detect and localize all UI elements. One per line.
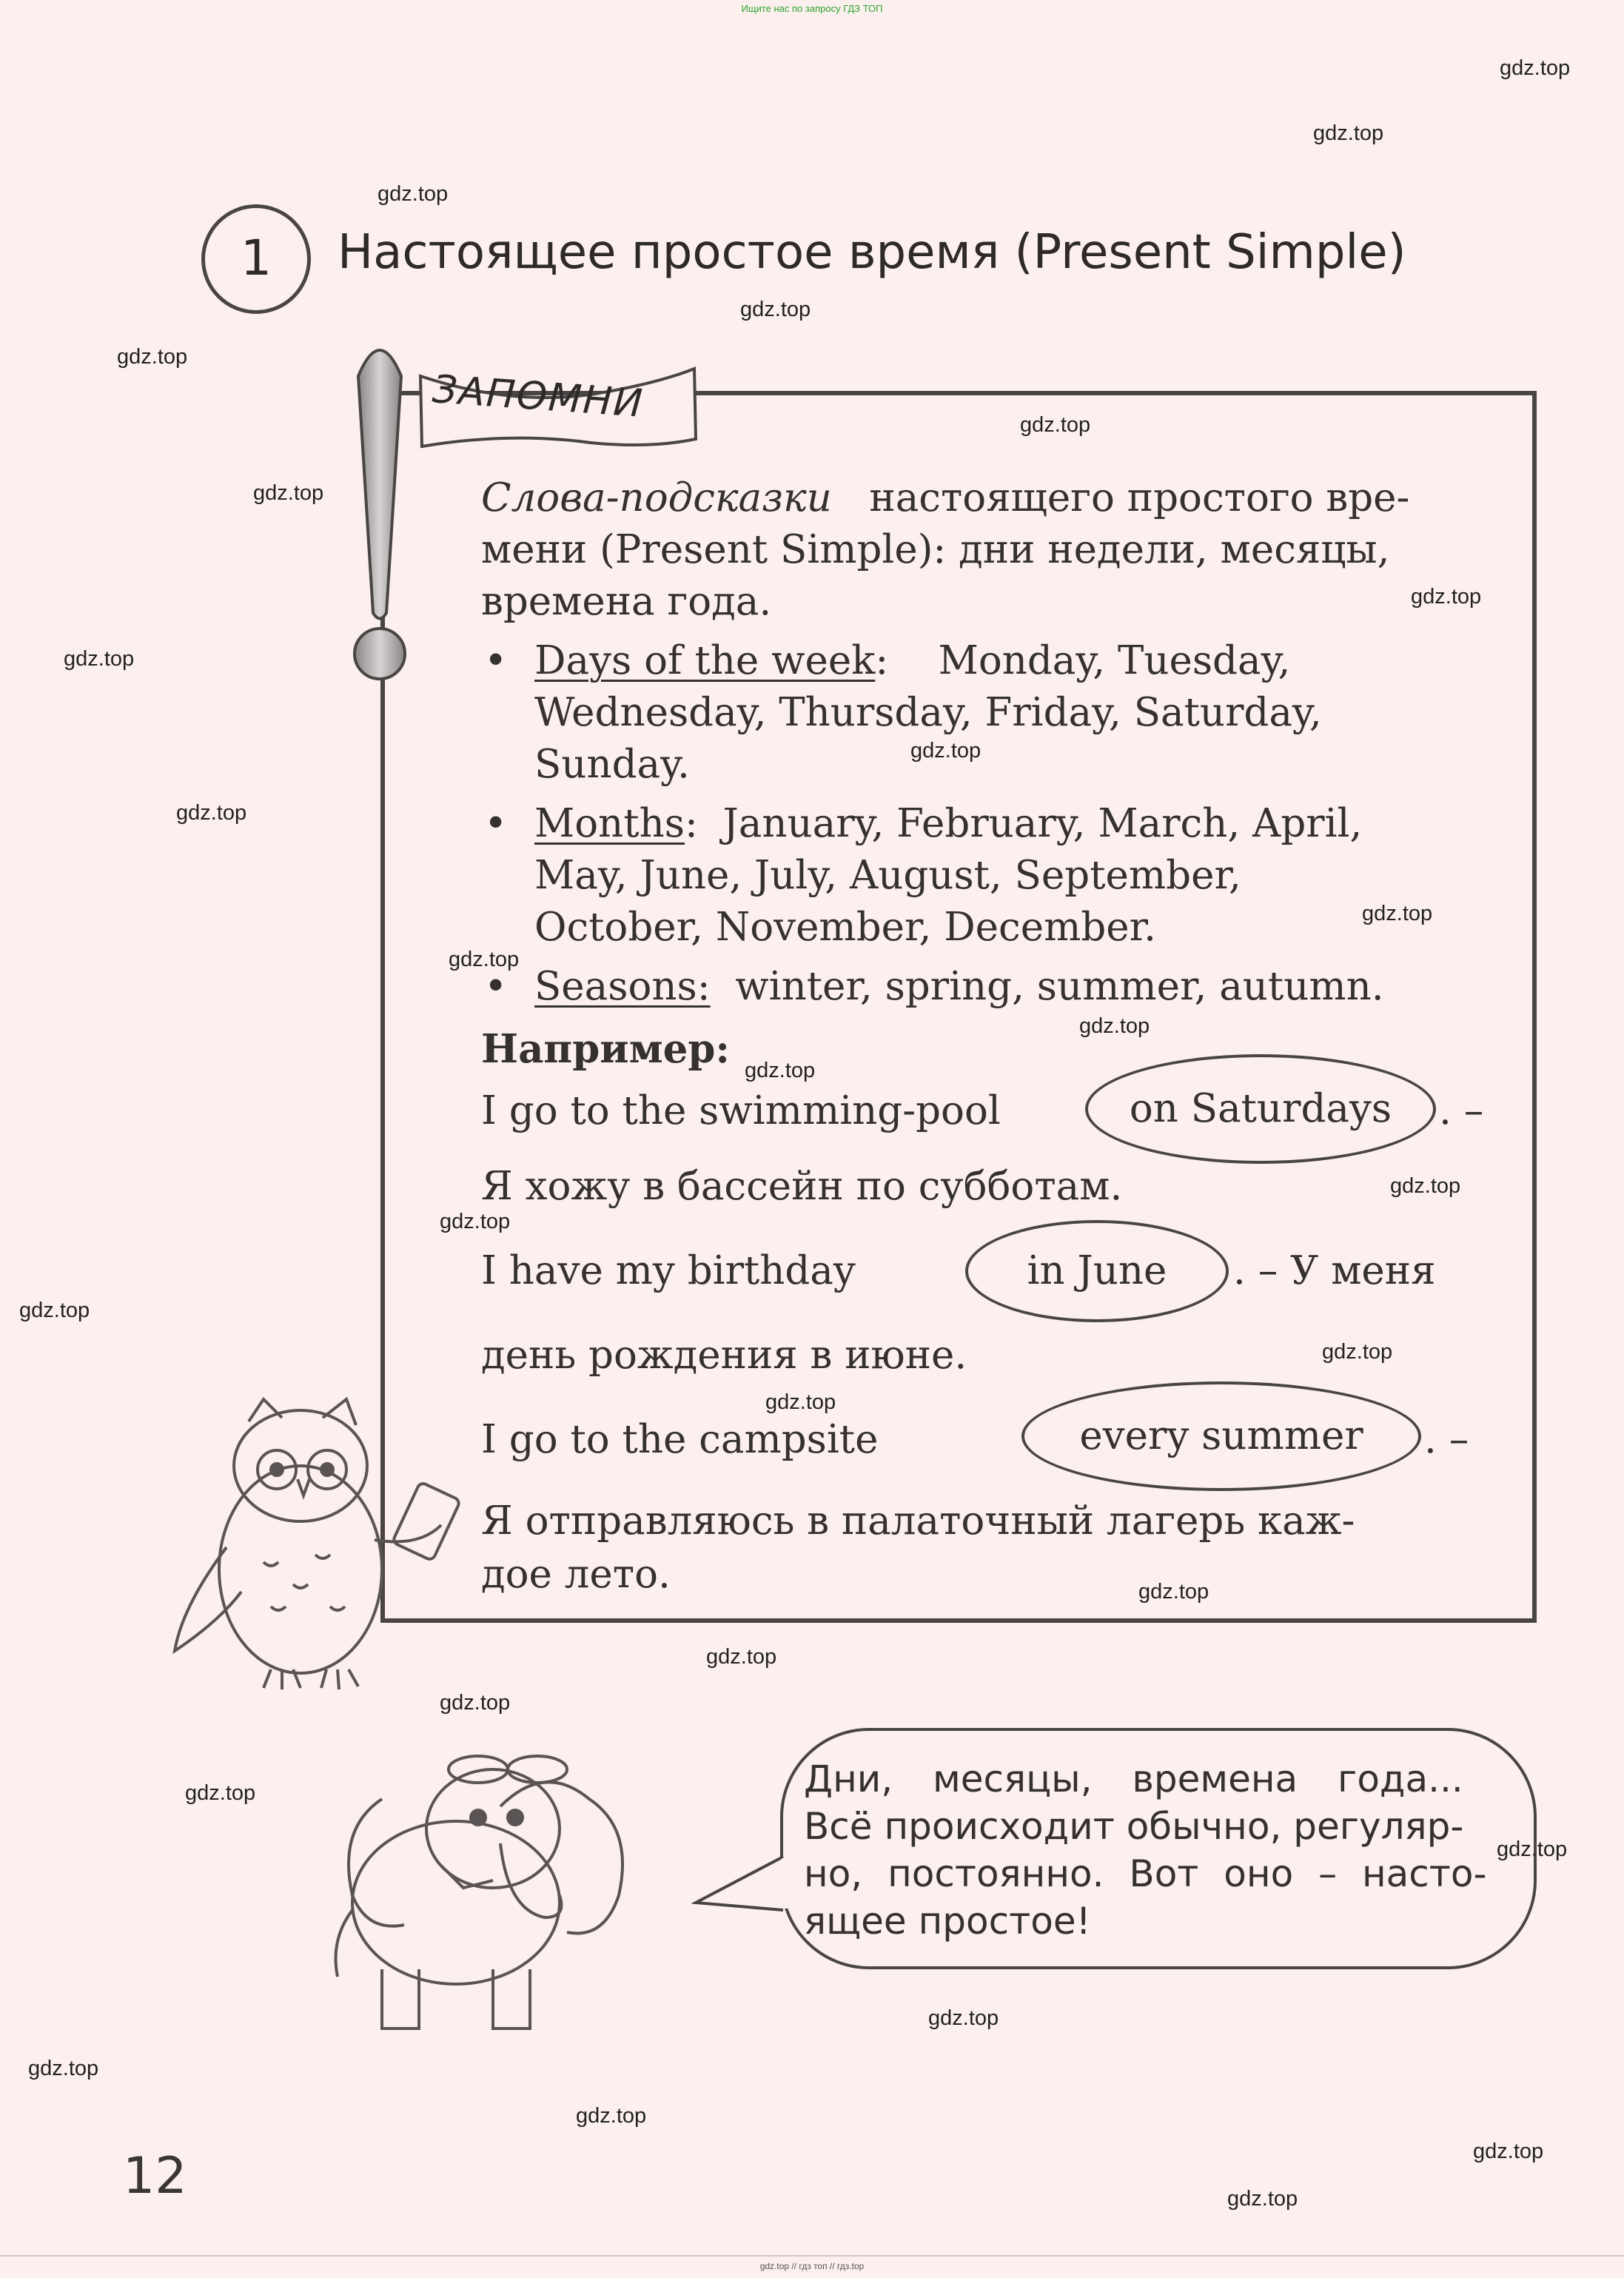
bullet-days-label: Days of the week (534, 638, 876, 683)
watermark: gdz.top (1411, 585, 1482, 609)
bottom-note[interactable]: gdz.top // гдз топ // гдз.top (759, 2261, 865, 2271)
bullet-seasons-line-1: winter, spring, summer, autumn. (735, 964, 1384, 1009)
example-3-translation-1: Я отправляюсь в палаточный лагерь каж- (481, 1498, 1355, 1544)
rule-line-1 (481, 475, 1409, 520)
watermark: gdz.top (185, 1781, 256, 1805)
example-1-highlight: on Saturdays (1085, 1054, 1436, 1164)
bullet-days-line-1: Monday, Tuesday, (938, 638, 1291, 683)
bubble-line-4: ящее простое! (804, 1900, 1091, 1943)
example-heading: Например: (481, 1026, 730, 1072)
watermark: gdz.top (1079, 1014, 1150, 1038)
watermark: gdz.top (449, 948, 520, 971)
bullet-months-sep: : (684, 801, 698, 846)
example-1-translation: Я хожу в бассейн по субботам. (481, 1164, 1123, 1209)
example-2-highlight: in June (965, 1220, 1229, 1322)
watermark: gdz.top (176, 801, 247, 825)
watermark: gdz.top (928, 2006, 999, 2030)
bullet-months-label: Months (534, 801, 685, 846)
example-3-translation-2: дое лето. (481, 1552, 671, 1597)
example-3-highlight: every summer (1021, 1381, 1421, 1491)
watermark: gdz.top (1020, 413, 1091, 437)
rule-line-3: времена года. (481, 579, 772, 624)
page-title: Настоящее простое время (Present Simple) (338, 225, 1406, 280)
watermark: gdz.top (740, 298, 811, 321)
example-3-after: . – (1424, 1417, 1469, 1462)
watermark: gdz.top (378, 182, 449, 206)
watermark: gdz.top (910, 739, 982, 763)
page-number: 12 (123, 2147, 187, 2205)
watermark: gdz.top (706, 1645, 777, 1669)
bullet-months-line-1: January, February, March, April, (722, 801, 1363, 846)
bullet-seasons-label: Seasons: (534, 964, 711, 1009)
watermark: gdz.top (28, 2057, 99, 2080)
watermark: gdz.top (745, 1059, 816, 1082)
rule-lead: Слова-подсказки (481, 475, 832, 520)
watermark: gdz.top (64, 647, 135, 671)
bullet-days-line-2: Wednesday, Thursday, Friday, Saturday, (534, 690, 1322, 735)
watermark: gdz.top (440, 1691, 511, 1715)
watermark: gdz.top (1497, 1838, 1568, 1861)
example-2-before: I have my birthday (481, 1248, 856, 1293)
bullet-days (534, 638, 1290, 683)
example-1-after: . – (1439, 1088, 1484, 1133)
bullet-months-line-2: May, June, July, August, September, (534, 853, 1241, 898)
exclamation-icon (348, 339, 412, 687)
watermark: gdz.top (19, 1299, 90, 1322)
bullet-months-line-3: October, November, December. (534, 905, 1157, 950)
bullet-months (534, 801, 1362, 846)
owl-illustration (152, 1384, 471, 1695)
rule-line-1-rest: настоящего простого вре- (869, 475, 1410, 520)
watermark: gdz.top (1322, 1340, 1393, 1364)
example-3-before: I go to the campsite (481, 1417, 879, 1462)
watermark: gdz.top (1473, 2140, 1544, 2163)
bullet-seasons (534, 964, 1384, 1009)
bubble-line-1: Дни, месяцы, времена года... (804, 1758, 1463, 1800)
elephant-illustration (323, 1718, 708, 2058)
watermark: gdz.top (576, 2104, 647, 2128)
speech-bubble-tail (691, 1851, 788, 1917)
example-1-before: I go to the swimming-pool (481, 1088, 1001, 1133)
watermark: gdz.top (117, 345, 188, 369)
watermark: gdz.top (1500, 56, 1571, 80)
rule-line-2: мени (Present Simple): дни недели, месяцы, (481, 527, 1390, 572)
bubble-line-3: но, постоянно. Вот оно – насто- (804, 1852, 1487, 1895)
watermark: gdz.top (1390, 1174, 1461, 1198)
watermark: gdz.top (253, 481, 324, 505)
footer-divider (0, 2255, 1624, 2257)
flag-label: ЗАПОМНИ (431, 367, 645, 426)
bullet-days-sep: : (875, 638, 889, 683)
watermark: gdz.top (1138, 1580, 1209, 1604)
watermark: gdz.top (765, 1390, 836, 1414)
top-note[interactable]: Ищите нас по запросу ГДЗ ТОП (741, 3, 883, 14)
watermark: gdz.top (1313, 121, 1384, 145)
section-number: 1 (201, 204, 311, 314)
watermark: gdz.top (1227, 2187, 1298, 2211)
bullet-days-line-3: Sunday. (534, 742, 690, 787)
example-2-translation: день рождения в июне. (481, 1333, 967, 1378)
bubble-line-2: Всё происходит обычно, регуляр- (804, 1805, 1464, 1848)
watermark: gdz.top (1362, 902, 1433, 925)
example-2-after: . – У меня (1233, 1248, 1436, 1293)
watermark: gdz.top (440, 1210, 511, 1233)
